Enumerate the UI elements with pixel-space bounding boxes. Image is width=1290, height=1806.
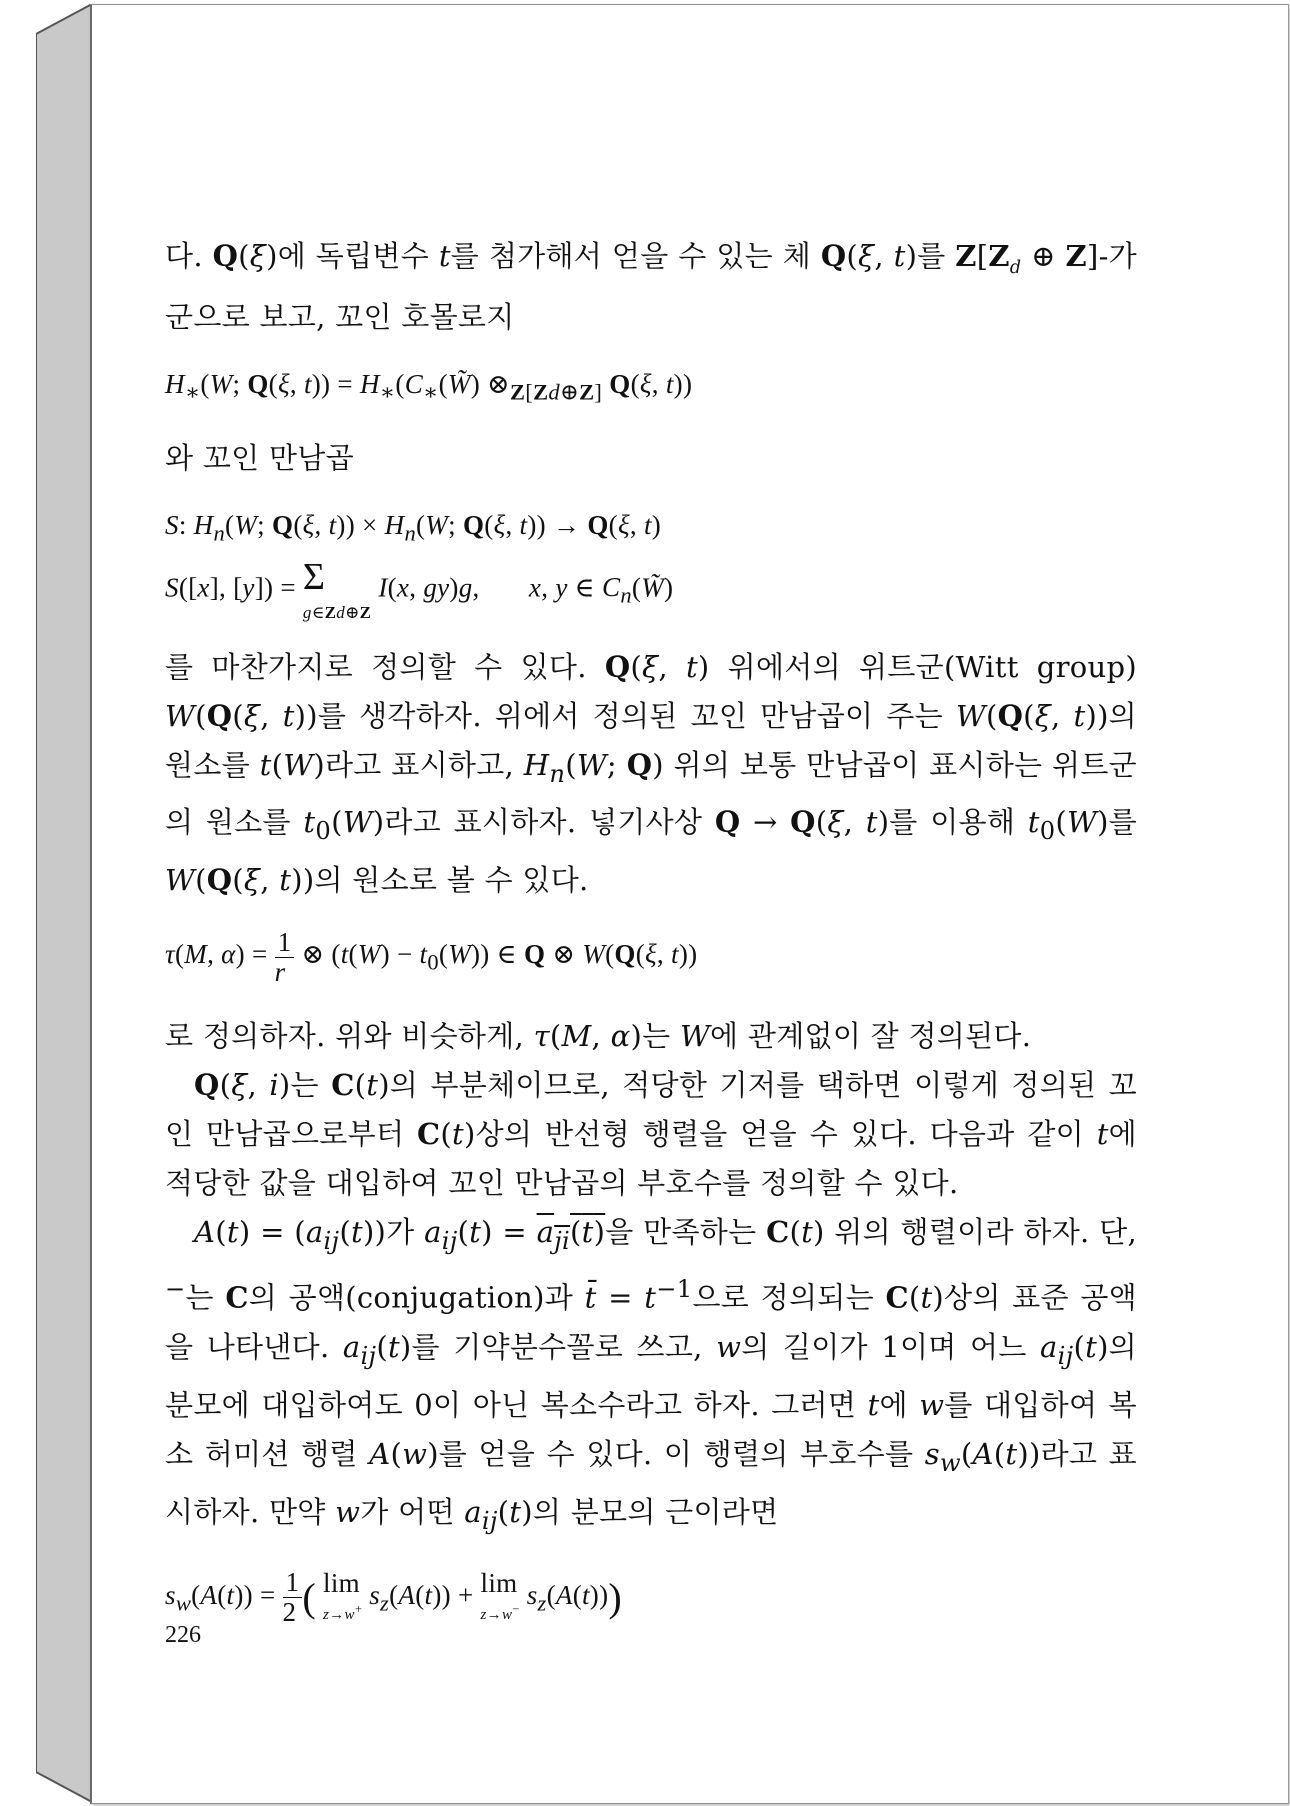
equation-twisted-homology: $H_∗(W$; Q(ξ, $t)) = H_∗(C_∗(W̃)$ $\otimes_{Z[Zd\oplus Z]}$ Q(ξ, t)) xyxy=(165,368,693,405)
paragraph-5: Q(ξ, i)는 C(t)의 부분체이므로, 적당한 기저를 택하면 이렇게 정의된 꼬인 만남곱으로부터 C(t)상의 반선형 행렬을 얻을 수 있다. 다음과 같이 t에 적당한 값을 대입하여 꼬인 만남곱의 부호수를 정의할 수 있다. xyxy=(165,1067,1137,1200)
equation-pairing: S: $H_n(W$; Q(ξ, $t)) \times H_n(W$; Q(ξ, t)) → Q(ξ, t) xyxy=(165,510,662,546)
page-content xyxy=(165,232,1137,1652)
equation-pairing-sum: S([x], [y]) = Σ g∈Zd⊕Z I(x, gy)g, x, y ∈ $C_n(W̃)$ xyxy=(165,555,674,622)
paragraph-3: 를 마찬가지로 정의할 수 있다. Q(ξ, t) 위에서의 위트군(Witt group) W(Q(ξ, t))를 생각하자. 위에서 정의된 꼬인 만남곱이 주는 W(Q(ξ, t))의 원소를 t(W)라고 표시하고, $H_n(W$; Q) 위의 보통 만남곱이 표시하는 위트군의 원소를 $t_0(W)$라고 표시하자. 넣기사상 Q → Q(ξ, t)를 이용해 $t_0(W)$를 W(Q(ξ, t))의 원소로 볼 수 있다. xyxy=(165,649,1138,898)
page-number: 226 xyxy=(165,1622,201,1648)
paragraph-6: $A(t) = (a_{ij}(t))$가 $a_{ij}(t) = a_{ji}(t)$을 만족하는 C(t) 위의 행렬이라 하자. 단, −는 C의 공액(conjugation)과 t̄ = $t^{-1}$으로 정의되는 C(t)상의 표준 공액을 나타낸다. $a_{ij}(t)$를 기약분수꼴로 쓰고, w의 길이가 1이며 어느 $a_{ij}(t)$의 분모에 대입하여도 0이 아닌 복소수라고 하자. 그러면 t에 w를 대입하여 복소 허미션 행렬 A(w)를 얻을 수 있다. 이 행렬의 부호수를 $s_w(A(t))$라고 표시하자. 만약 w가 어떤 $a_{ij}(t)$의 분모의 근이라면 xyxy=(165,1214,1138,1535)
paragraph-1: 다. Q(ξ)에 독립변수 t를 첨가해서 얻을 수 있는 체 Q(ξ, t)를 $Z[Z_d$ ⊕ Z]-가군으로 보고, 꼬인 호몰로지 xyxy=(165,239,1137,334)
equation-signature-limit: $s_w(A(t))$ = 1 2 ( lim z→w+ $s_z(A(t)) + \lim$ z→w− $s_z(A(t))$) xyxy=(165,1567,623,1627)
paragraph-2: 와 꼬인 만남곱 xyxy=(165,441,354,476)
paragraph-4: 로 정의하자. 위와 비슷하게, τ(M, α)는 W에 관계없이 잘 정의된다. xyxy=(165,1018,1032,1053)
book-spine xyxy=(36,4,92,1802)
equation-tau: τ(M, α) = $\frac{1}{r}$ ⊗ $(t(W) - t_0(W))$ ∈ Q ⊗ W(Q(ξ, t)) xyxy=(165,927,698,987)
